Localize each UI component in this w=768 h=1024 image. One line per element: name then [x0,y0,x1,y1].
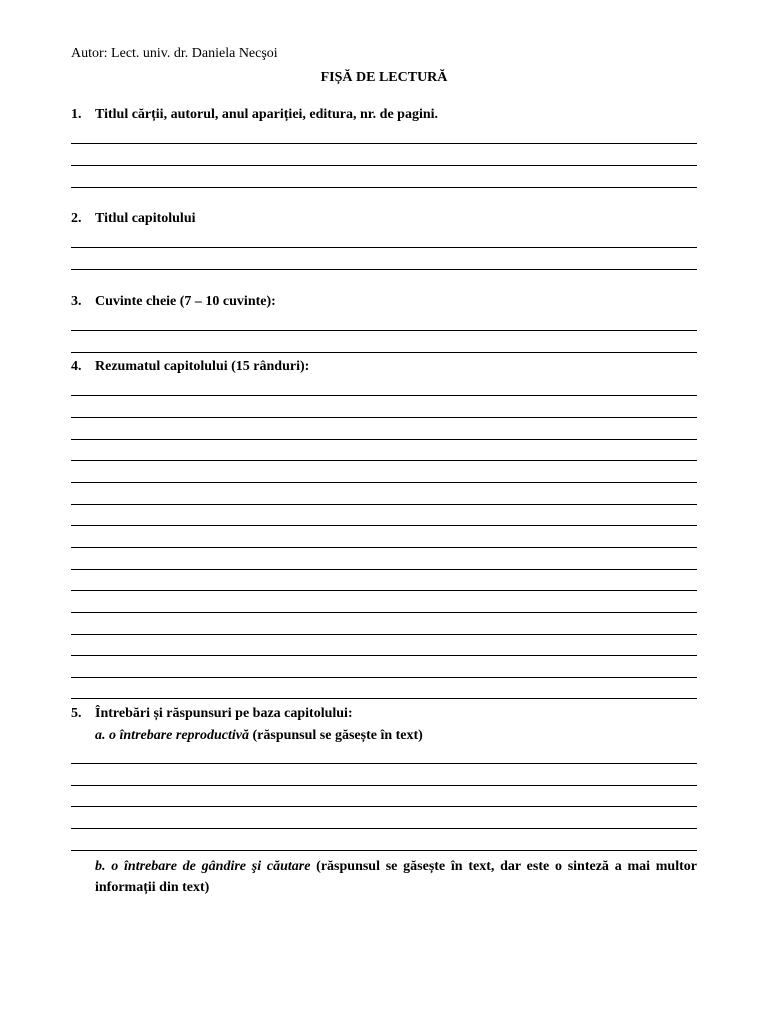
answer-line[interactable] [71,763,697,764]
section-number: 2. [71,211,82,226]
answer-line[interactable] [71,330,697,331]
answer-line[interactable] [71,143,697,144]
answer-line[interactable] [71,352,697,353]
section-label: Întrebări și răspunsuri pe baza capitolului: [95,706,353,721]
subquestion-b-type: b. o întrebare de gândire şi căutare [95,859,311,874]
section-3-heading [71,294,276,310]
section-number: 5. [71,706,82,721]
answer-line[interactable] [71,460,697,461]
answer-line[interactable] [71,785,697,786]
section-5-heading [71,706,353,722]
section-label: Titlul cărții, autorul, anul apariției, editura, nr. de pagini. [95,107,439,122]
answer-line[interactable] [71,850,697,851]
answer-line[interactable] [71,612,697,613]
answer-line[interactable] [71,525,697,526]
answer-line[interactable] [71,165,697,166]
answer-line[interactable] [71,806,697,807]
answer-line[interactable] [71,504,697,505]
answer-line[interactable] [71,439,697,440]
answer-line[interactable] [71,547,697,548]
section-label: Titlul capitolului [95,211,196,226]
answer-line[interactable] [71,247,697,248]
section-label: Rezumatul capitolului (15 rânduri): [95,359,310,374]
answer-line[interactable] [71,417,697,418]
subquestion-a-note: (răspunsul se găsește în text) [249,728,423,743]
page-title: FIȘĂ DE LECTURĂ [320,70,448,85]
answer-line[interactable] [71,698,697,699]
answer-line[interactable] [71,269,697,270]
answer-line[interactable] [71,590,697,591]
subquestion-b [95,856,697,898]
section-4-heading [71,359,309,375]
subquestion-a-type: a. o întrebare reproductivă [95,728,249,743]
section-number: 1. [71,107,82,122]
answer-line[interactable] [71,655,697,656]
answer-line[interactable] [71,569,697,570]
section-2-heading [71,211,196,227]
answer-line[interactable] [71,395,697,396]
section-number: 4. [71,359,82,374]
answer-line[interactable] [71,634,697,635]
answer-line[interactable] [71,677,697,678]
section-label: Cuvinte cheie (7 – 10 cuvinte): [95,294,276,309]
subquestion-a [95,728,423,744]
subquestion-b-note: (răspunsul se găsește în text, dar este o sinteză a mai multor informații din text) [95,859,697,895]
answer-line[interactable] [71,187,697,188]
answer-line[interactable] [71,482,697,483]
author-line: Autor: Lect. univ. dr. Daniela Necşoi [71,46,278,61]
section-1-heading [71,107,438,123]
answer-line[interactable] [71,828,697,829]
section-number: 3. [71,294,82,309]
